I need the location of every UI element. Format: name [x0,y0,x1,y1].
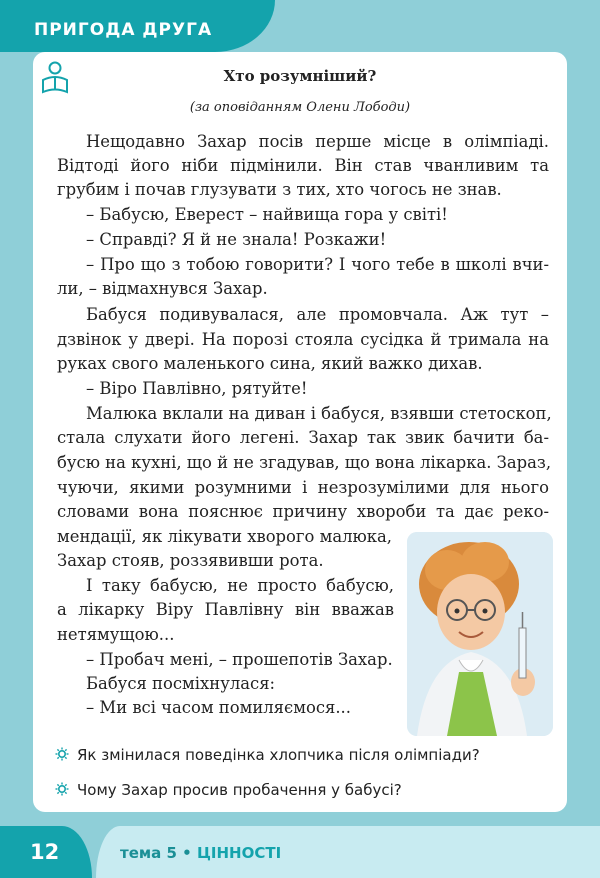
story-line: чуючи, якими розумними і незрозумілими для нього [57,478,549,497]
question-text: Як змінилася поведінка хлопчика після олімпіади? [77,746,480,764]
story-line: – Ми всі часом помиляємося... [86,698,351,717]
story-line: руках свого маленького сина, який важко дихав. [57,354,483,373]
story-line: Бабуся подивувалася, але промовчала. Аж тут – [86,305,549,324]
story-line: – Віро Павлівно, рятуйте! [86,379,308,398]
story-line: грубим і почав глузувати з тих, хто чогось не знав. [57,180,502,199]
question-text: Чому Захар просив пробачення у бабусі? [77,781,402,799]
story-line: І таку бабусю, не просто бабусю, [86,576,394,595]
story-line: мендації, як лікувати хворого малюка, [57,527,393,546]
story-line: Захар стояв, роззявивши рота. [57,551,324,570]
story-title: Хто розумніший? [223,67,377,85]
story-line: нетямущою... [57,625,175,644]
story-source: (за оповіданням Олени Лободи) [189,100,411,115]
page-number: 12 [30,840,60,864]
grandmother-doctor-illustration [407,532,553,736]
story-line: а лікарку Віру Павлівну він вважав [57,600,394,619]
topic-separator: • [182,844,192,862]
story-line: Малюка вклали на диван і бабуся, взявши стетоскоп, [86,404,552,423]
story-line: – Бабусю, Еверест – найвища гора у світі! [86,205,448,224]
story-line: бусю на кухні, що й не згадував, що вона лікарка. Зараз, [57,453,552,472]
story-line: словами вона пояснює причину хвороби та дає реко- [57,502,549,521]
story-line: Відтоді його ніби підмінили. Він став чванливим та [57,156,549,175]
story-line: Бабуся посміхнулася: [86,674,276,693]
question-1 [55,746,480,764]
story-line: Нещодавно Захар посів перше місце в олімпіаді. [86,132,549,151]
story-line: – Пробач мені, – прошепотів Захар. [86,650,393,669]
section-title: ПРИГОДА ДРУГА [34,20,213,40]
sun-bullet-icon [55,747,69,761]
sun-bullet-icon [55,782,69,796]
topic-name: ЦІННОСТІ [196,844,282,862]
footer-topic [120,844,281,862]
story-line: стала слухати його легені. Захар так звик бачити ба- [57,428,549,447]
story-line: – Справді? Я й не знала! Розкажи! [86,230,387,249]
story-line: ли, – відмахнувся Захар. [57,279,268,298]
story-line: дзвінок у двері. На порозі стояла сусідка й тримала на [57,330,549,349]
question-2 [55,781,402,799]
story-line: – Про що з тобою говорити? І чого тебе в школі вчи- [86,255,549,274]
topic-label: тема 5 [120,844,177,862]
